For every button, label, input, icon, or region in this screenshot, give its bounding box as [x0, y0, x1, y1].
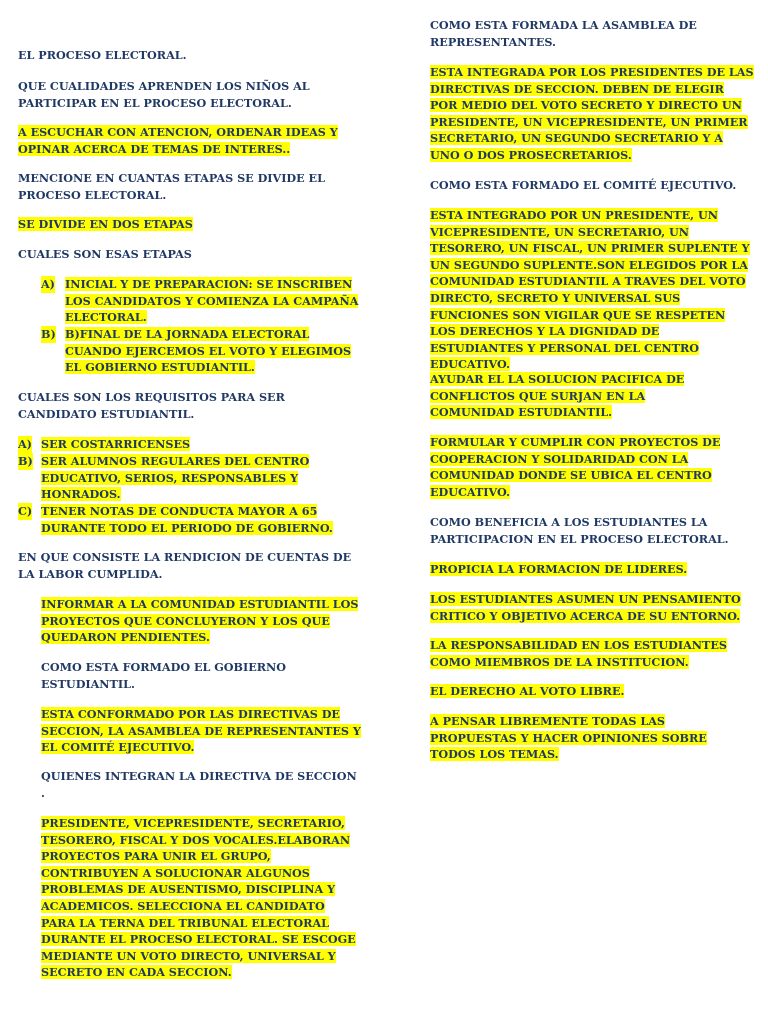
answer-assembly: ESTA INTEGRADA POR LOS PRESIDENTES DE LAS DIRECTIVAS DE SECCION. DEBEN DE ELEGIR POR MEDIO DEL VOTO SECRETO Y DIRECTO UN PRESIDENTE, UN VICEPRESIDENTE, UN PRIMER SECRETARIO, UN SEGUNDO SECRETARIO Y A UNO O DOS PROSECRETARIOS. — [430, 65, 754, 162]
question-student-government: COMO ESTA FORMADO EL GOBIERNO ESTUDIANTIL. — [41, 660, 287, 691]
question-qualities: QUE CUALIDADES APRENDEN LOS NIÑOS AL PARTICIPAR EN EL PROCESO ELECTORAL. — [18, 79, 310, 110]
benefit-item: A PENSAR LIBREMENTE TODAS LAS PROPUESTAS Y HACER OPINIONES SOBRE TODOS LOS TEMAS. — [430, 714, 707, 762]
question-executive-committee: COMO ESTA FORMADO EL COMITÉ EJECUTIVO. — [430, 178, 737, 192]
answer-conflict-resolution: AYUDAR EL LA SOLUCION PACIFICA DE CONFLICTOS QUE SURJAN EN LA COMUNIDAD ESTUDIANTIL. — [430, 372, 685, 420]
question-stages-count: MENCIONE EN CUANTAS ETAPAS SE DIVIDE EL PROCESO ELECTORAL. — [18, 171, 325, 202]
stage-item-b: B) B)FINAL DE LA JORNADA ELECTORAL CUANDO EJERCEMOS EL VOTO Y ELEGIMOS EL GOBIERNO ESTUDIANTIL. — [41, 326, 361, 376]
benefit-item: PROPICIA LA FORMACION DE LIDERES. — [430, 562, 688, 576]
requirement-item-b: B) SER ALUMNOS REGULARES DEL CENTRO EDUCATIVO, SERIOS, RESPONSABLES Y HONRADOS. — [18, 453, 328, 503]
benefit-item: EL DERECHO AL VOTO LIBRE. — [430, 684, 625, 698]
requirement-item-text: SER ALUMNOS REGULARES DEL CENTRO EDUCATIVO, SERIOS, RESPONSABLES Y HONRADOS. — [41, 454, 310, 502]
requirement-item-text: TENER NOTAS DE CONDUCTA MAYOR A 65 DURANTE TODO EL PERIODO DE GOBIERNO. — [41, 504, 333, 535]
answer-executive-committee: ESTA INTEGRADO POR UN PRESIDENTE, UN VICEPRESIDENTE, UN SECRETARIO, UN TESORERO, UN FISCAL, UN PRIMER SUPLENTE Y UN SEGUNDO SUPLENTE.SON ELEGIDOS POR LA COMUNIDAD ESTUDIANTIL A TRAVES DEL VOTO DIRECTO, SECRETO Y UNIVERSAL SUS FUNCIONES SON VIGILAR QUE SE RESPETEN LOS DERECHOS Y LA DIGNIDAD DE ESTUDIANTES Y PERSONAL DEL CENTRO EDUCATIVO. — [430, 208, 750, 372]
stage-item-text: INICIAL Y DE PREPARACION: SE INSCRIBEN LOS CANDIDATOS Y COMIENZA LA CAMPAÑA ELECTORAL. — [65, 277, 359, 325]
benefit-item: LA RESPONSABILIDAD EN LOS ESTUDIANTES COMO MIEMBROS DE LA INSTITUCION. — [430, 638, 727, 669]
question-accountability: EN QUE CONSISTE LA RENDICION DE CUENTAS DE LA LABOR CUMPLIDA. — [18, 550, 352, 581]
answer-section-board: PRESIDENTE, VICEPRESIDENTE, SECRETARIO, TESORERO, FISCAL Y DOS VOCALES.ELABORAN PROYECTOS PARA UNIR EL GRUPO, CONTRIBUYEN A SOLUCIONAR ALGUNOS PROBLEMAS DE AUSENTISMO, DISCIPLINA Y ACADEMICOS. SELECCIONA EL CANDIDATO PARA LA TERNA DEL TRIBUNAL ELECTORAL DURANTE EL PROCESO ELECTORAL. SE ESCOGE MEDIANTE UN VOTO DIRECTO, UNIVERSAL Y SECRETO EN CADA SECCION. — [41, 816, 356, 980]
answer-qualities: A ESCUCHAR CON ATENCION, ORDENAR IDEAS Y OPINAR ACERCA DE TEMAS DE INTERES.. — [18, 125, 338, 156]
question-section-board: QUIENES INTEGRAN LA DIRECTIVA DE SECCION . — [41, 769, 357, 800]
requirement-item-c: C) TENER NOTAS DE CONDUCTA MAYOR A 65 DURANTE TODO EL PERIODO DE GOBIERNO. — [18, 503, 358, 536]
answer-stages-count: SE DIVIDE EN DOS ETAPAS — [18, 217, 193, 231]
requirement-item-text: SER COSTARRICENSES — [41, 437, 191, 451]
question-requirements: CUALES SON LOS REQUISITOS PARA SER CANDIDATO ESTUDIANTIL. — [18, 390, 285, 421]
document-title: EL PROCESO ELECTORAL. — [18, 48, 187, 62]
question-benefits: COMO BENEFICIA A LOS ESTUDIANTES LA PARTICIPACION EN EL PROCESO ELECTORAL. — [430, 515, 729, 546]
requirement-item-a: A) SER COSTARRICENSES — [18, 436, 348, 453]
question-stages-list: CUALES SON ESAS ETAPAS — [18, 247, 192, 261]
question-assembly: COMO ESTA FORMADA LA ASAMBLEA DE REPRESENTANTES. — [430, 18, 697, 49]
answer-accountability: INFORMAR A LA COMUNIDAD ESTUDIANTIL LOS PROYECTOS QUE CONCLUYERON Y LOS QUE QUEDARON PENDIENTES. — [41, 597, 359, 645]
answer-student-government: ESTA CONFORMADO POR LAS DIRECTIVAS DE SECCION, LA ASAMBLEA DE REPRESENTANTES Y EL COMITÉ EJECUTIVO. — [41, 707, 361, 755]
stage-item-text: B)FINAL DE LA JORNADA ELECTORAL CUANDO EJERCEMOS EL VOTO Y ELEGIMOS EL GOBIERNO ESTUDIANTIL. — [65, 327, 352, 375]
benefit-item: LOS ESTUDIANTES ASUMEN UN PENSAMIENTO CRITICO Y OBJETIVO ACERCA DE SU ENTORNO. — [430, 592, 741, 623]
answer-cooperation-projects: FORMULAR Y CUMPLIR CON PROYECTOS DE COOPERACION Y SOLIDARIDAD CON LA COMUNIDAD DONDE SE UBICA EL CENTRO EDUCATIVO. — [430, 435, 721, 499]
stage-item-a: A) INICIAL Y DE PREPARACION: SE INSCRIBEN LOS CANDIDATOS Y COMIENZA LA CAMPAÑA ELECTORAL. — [41, 276, 361, 326]
